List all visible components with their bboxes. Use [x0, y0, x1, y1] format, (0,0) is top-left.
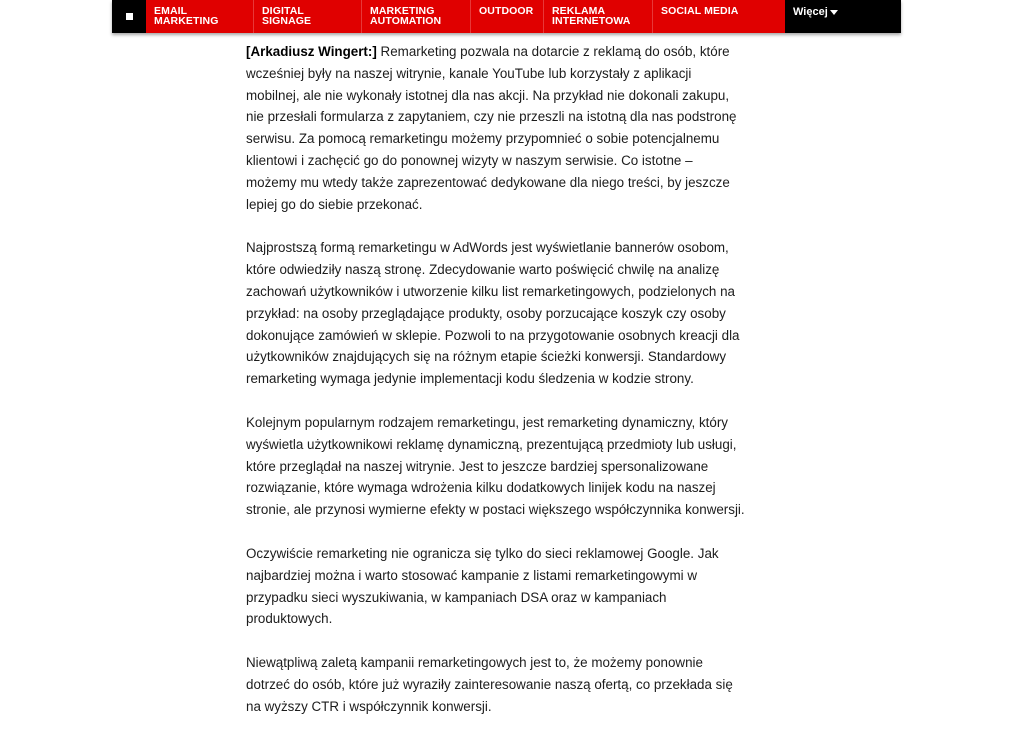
article-paragraph: Kolejnym popularnym rodzajem remarketingu, jest remarketing dynamiczny, który wyświetla użytkownikowi reklamę dynamiczną, prezentującą przedmioty lub usługi, które przeglądał na naszej witrynie. Jest to jeszcze bardziej spersonalizowane rozwiązanie, które wymaga wdrożenia kilku dodatkowych linijek kodu na naszej stronie, ale przynosi wymierne efekty w postaci większego współczynnika konwersji.	[246, 414, 745, 518]
nav-item-outdoor[interactable]: OUTDOOR	[471, 0, 544, 33]
nav-item-digital-signage[interactable]: DIGITAL SIGNAGE	[254, 0, 362, 33]
more-menu-label: Więcej	[793, 6, 828, 18]
home-square-icon	[126, 13, 133, 20]
article-paragraph: Niewątpliwą zaletą kampanii remarketingowych jest to, że możemy ponownie dotrzeć do osób, które już wyraziły zainteresowanie naszą ofertą, co przekłada się na wyższy CTR i współczynnik konwersji.	[246, 655, 733, 714]
nav-item-social-media[interactable]: SOCIAL MEDIA	[661, 5, 739, 17]
top-navigation	[112, 0, 901, 33]
home-button[interactable]	[112, 0, 146, 33]
nav-item-reklama-internetowa[interactable]: REKLAMA INTERNETOWA	[544, 0, 653, 33]
nav-item-email-marketing[interactable]: EMAIL MARKETING	[146, 0, 254, 33]
speaker-name: [Arkadiusz Wingert:]	[246, 44, 377, 59]
more-menu-button[interactable]	[785, 0, 901, 33]
paragraph-text: Remarketing pozwala na dotarcie z reklamą do osób, które wcześniej były na naszej witrynie, kanale YouTube lub korzystały z aplikacji mobilnej, ale nie wykonały istotnej dla nas akcji. Na przykład nie dokonali zakupu, nie przesłali formularza z zapytaniem, czy nie przeszli na istotną dla nas podstronę serwisu. Za pomocą remarketingu możemy przypomnieć o sobie potencjalnemu klientowi i zachęcić go do ponownej wizyty w naszym serwisie. Co istotne – możemy mu wtedy także zaprezentować dedykowane dla niego treści, by jeszcze lepiej go do siebie przekonać.	[246, 44, 737, 212]
chevron-down-icon	[830, 10, 838, 15]
article-paragraph: Oczywiście remarketing nie ogranicza się tylko do sieci reklamowej Google. Jak najbardziej można i warto stosować kampanie z listami remarketingowymi w przypadku sieci wyszukiwania, w kampaniach DSA oraz w kampaniach produktowych.	[246, 545, 719, 627]
nav-item-marketing-automation[interactable]: MARKETING AUTOMATION	[362, 0, 471, 33]
article-paragraph	[246, 41, 746, 215]
article-paragraph: Najprostszą formą remarketingu w AdWords jest wyświetlanie bannerów osobom, które odwiedziły naszą stronę. Zdecydowanie warto poświęcić chwilę na analizę zachowań użytkowników i utworzenie kilku list remarketingowych, podzielonych na przykład: na osoby przeglądające produkty, osoby porzucające koszyk czy osoby dokonujące zamówień w sklepie. Pozwoli to na przygotowanie osobnych kreacji dla użytkowników znajdujących się na różnym etapie ścieżki konwersji. Standardowy remarketing wymaga jedynie implementacji kodu śledzenia w kodzie strony.	[246, 240, 740, 387]
article-body	[246, 41, 746, 740]
